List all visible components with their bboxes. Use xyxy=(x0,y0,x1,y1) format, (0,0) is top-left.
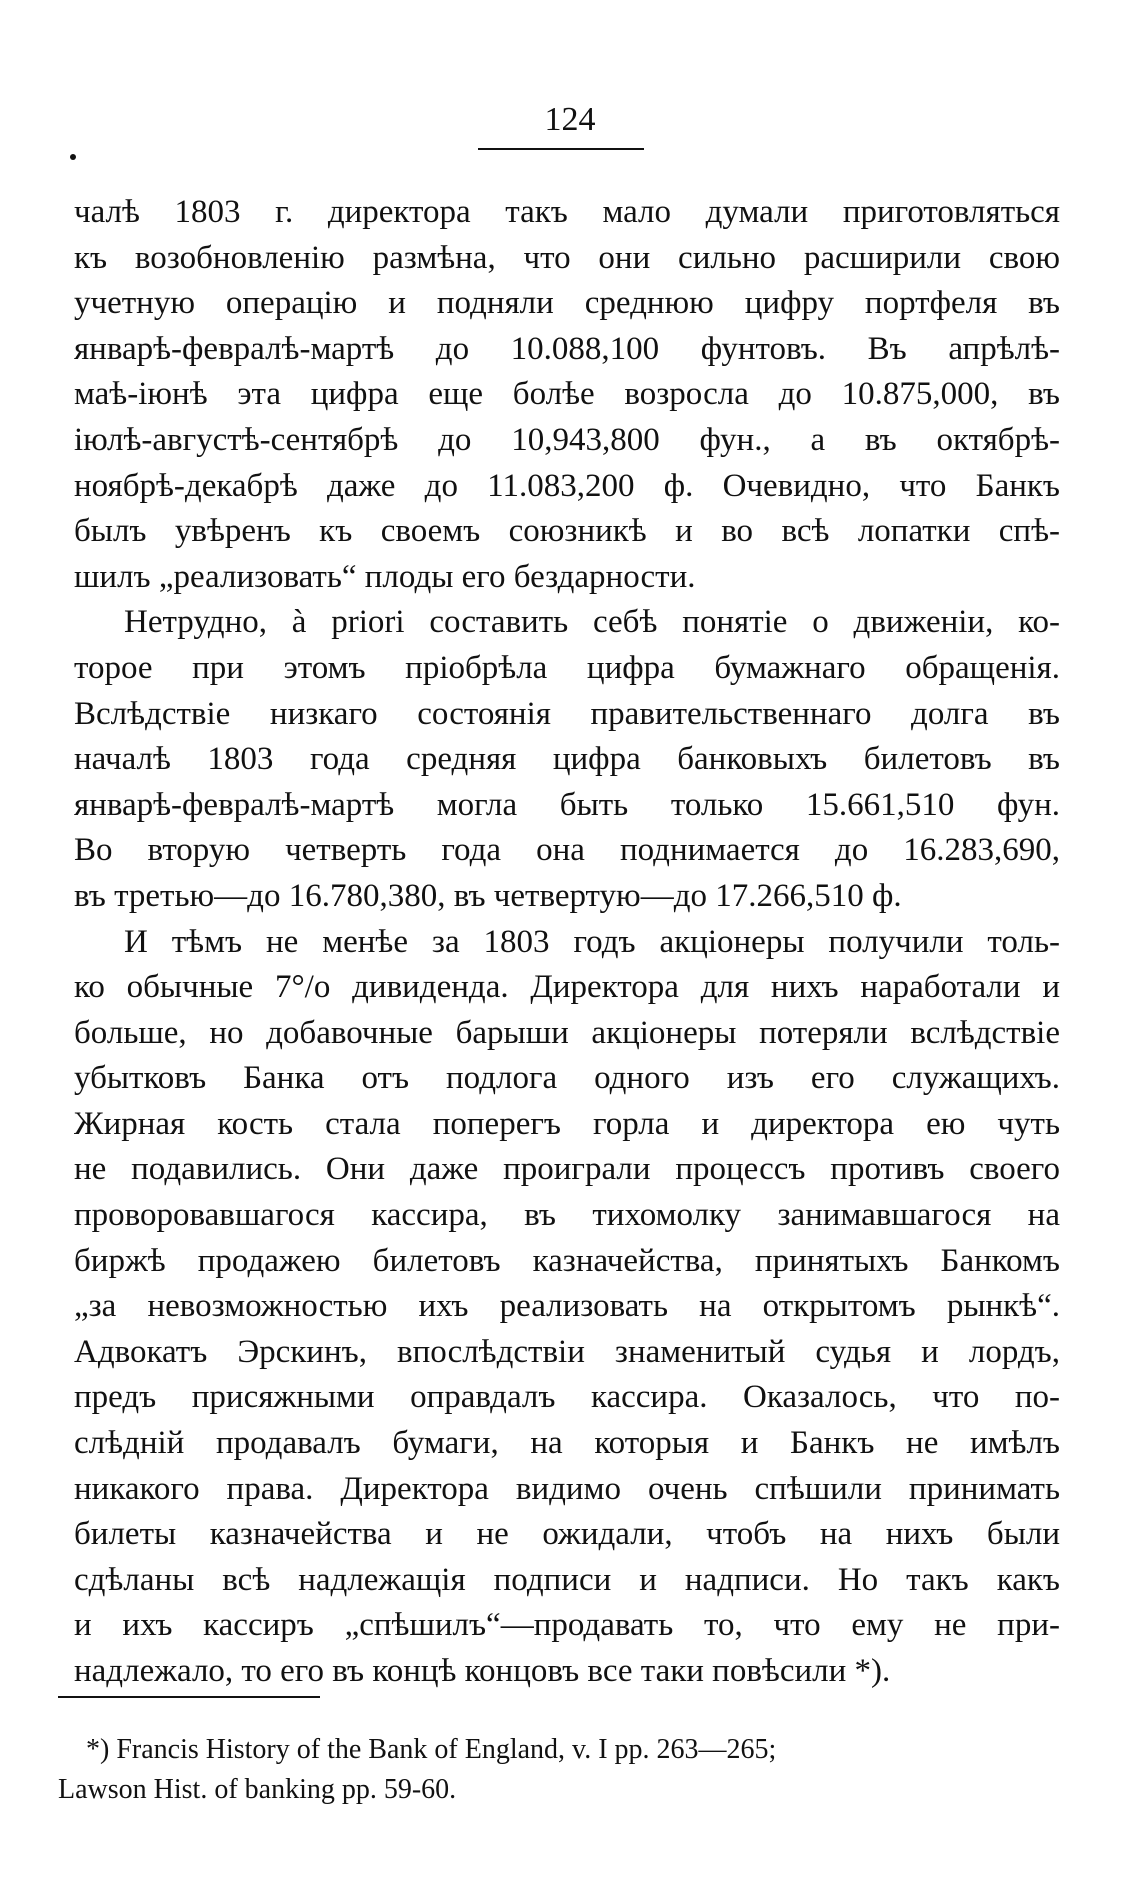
text-line: январѣ-февралѣ-мартѣ до 10.088,100 фунтовъ. Въ апрѣлѣ- xyxy=(74,330,1060,367)
text-line: ноябрѣ-декабрѣ даже до 11.083,200 ф. Очевидно, что Банкъ xyxy=(74,467,1060,504)
page-number-rule xyxy=(478,148,644,150)
text-line: Во вторую четверть года она поднимается до 16.283,690, xyxy=(74,832,1060,869)
text-line: въ третью—до 16.780,380, въ четвертую—до 17.266,510 ф. xyxy=(74,877,902,914)
text-line: проворовавшагося кассира, въ тихомолку занимавшагося на xyxy=(74,1197,1060,1234)
text-line: надлежало, то его въ концѣ концовъ все таки повѣсили *). xyxy=(74,1653,891,1689)
stray-dot xyxy=(70,154,76,160)
text-line: былъ увѣренъ къ своемъ союзникѣ и во всѣ лопатки спѣ- xyxy=(74,513,1060,550)
text-line: биржѣ продажею билетовъ казначейства, принятыхъ Банкомъ xyxy=(74,1242,1060,1279)
text-line: Нетрудно, à priori составить себѣ понятіе о движеніи, ко- xyxy=(124,604,1060,641)
text-line: ко обычные 7°/o дивиденда. Директора для нихъ наработали и xyxy=(74,969,1060,1006)
text-line: январѣ-февралѣ-мартѣ могла быть только 15.661,510 фун. xyxy=(74,786,1060,823)
text-line: „за невозможностью ихъ реализовать на открытомъ рынкѣ“. xyxy=(74,1288,1060,1325)
text-line: шилъ „реализовать“ плоды его бездарности. xyxy=(74,558,696,595)
text-line: не подавились. Они даже проиграли процессъ противъ своего xyxy=(74,1151,1060,1188)
page-number: 124 xyxy=(544,101,596,138)
text-line: И тѣмъ не менѣе за 1803 годъ акціонеры получили толь- xyxy=(124,923,1060,960)
text-line: іюлѣ-августѣ-сентябрѣ до 10,943,800 фун., а въ октябрѣ- xyxy=(74,421,1060,458)
text-line: убытковъ Банка отъ подлога одного изъ его служащихъ. xyxy=(74,1060,1060,1097)
text-line: маѣ-іюнѣ эта цифра еще болѣе возросла до 10.875,000, въ xyxy=(74,376,1060,413)
text-line: слѣдній продавалъ бумаги, на которыя и Банкъ не имѣлъ xyxy=(74,1425,1060,1462)
footnote xyxy=(58,1730,1058,1810)
text-line: больше, но добавочные барыши акціонеры потеряли вслѣдствіе xyxy=(74,1014,1060,1051)
text-line: торое при этомъ пріобрѣла цифра бумажнаго обращенія. xyxy=(74,649,1060,686)
text-line: учетную операцію и подняли среднюю цифру портфеля въ xyxy=(74,285,1060,322)
footnote-rule xyxy=(58,1696,320,1698)
text-line: сдѣланы всѣ надлежащія подписи и надписи. Но такъ какъ xyxy=(74,1561,1060,1598)
text-line: къ возобновленію размѣна, что они сильно расширили свою xyxy=(74,239,1060,276)
text-line: Адвокатъ Эрскинъ, впослѣдствіи знаменитый судья и лордъ, xyxy=(74,1333,1060,1370)
text-line: билеты казначейства и не ожидали, чтобъ на нихъ были xyxy=(74,1516,1060,1553)
text-line: Вслѣдствіе низкаго состоянія правительственнаго долга въ xyxy=(74,695,1060,732)
footnote-line: Lawson Hist. of banking pp. 59-60. xyxy=(58,1774,457,1805)
text-line: предъ присяжными оправдалъ кассира. Оказалось, что по- xyxy=(74,1379,1060,1416)
text-line: чалѣ 1803 г. директора такъ мало думали приготовляться xyxy=(74,194,1060,230)
footnote-line: *) Francis History of the Bank of England, v. I pp. 263—265; xyxy=(86,1734,777,1765)
body-text xyxy=(74,190,1060,1695)
text-line: никакого права. Директора видимо очень спѣшили принимать xyxy=(74,1470,1060,1507)
text-line: Жирная кость стала поперегъ горла и директора ею чуть xyxy=(74,1105,1060,1142)
text-line: началѣ 1803 года средняя цифра банковыхъ билетовъ въ xyxy=(74,741,1060,778)
text-line: и ихъ кассиръ „спѣшилъ“—продавать то, что ему не при- xyxy=(74,1607,1060,1644)
